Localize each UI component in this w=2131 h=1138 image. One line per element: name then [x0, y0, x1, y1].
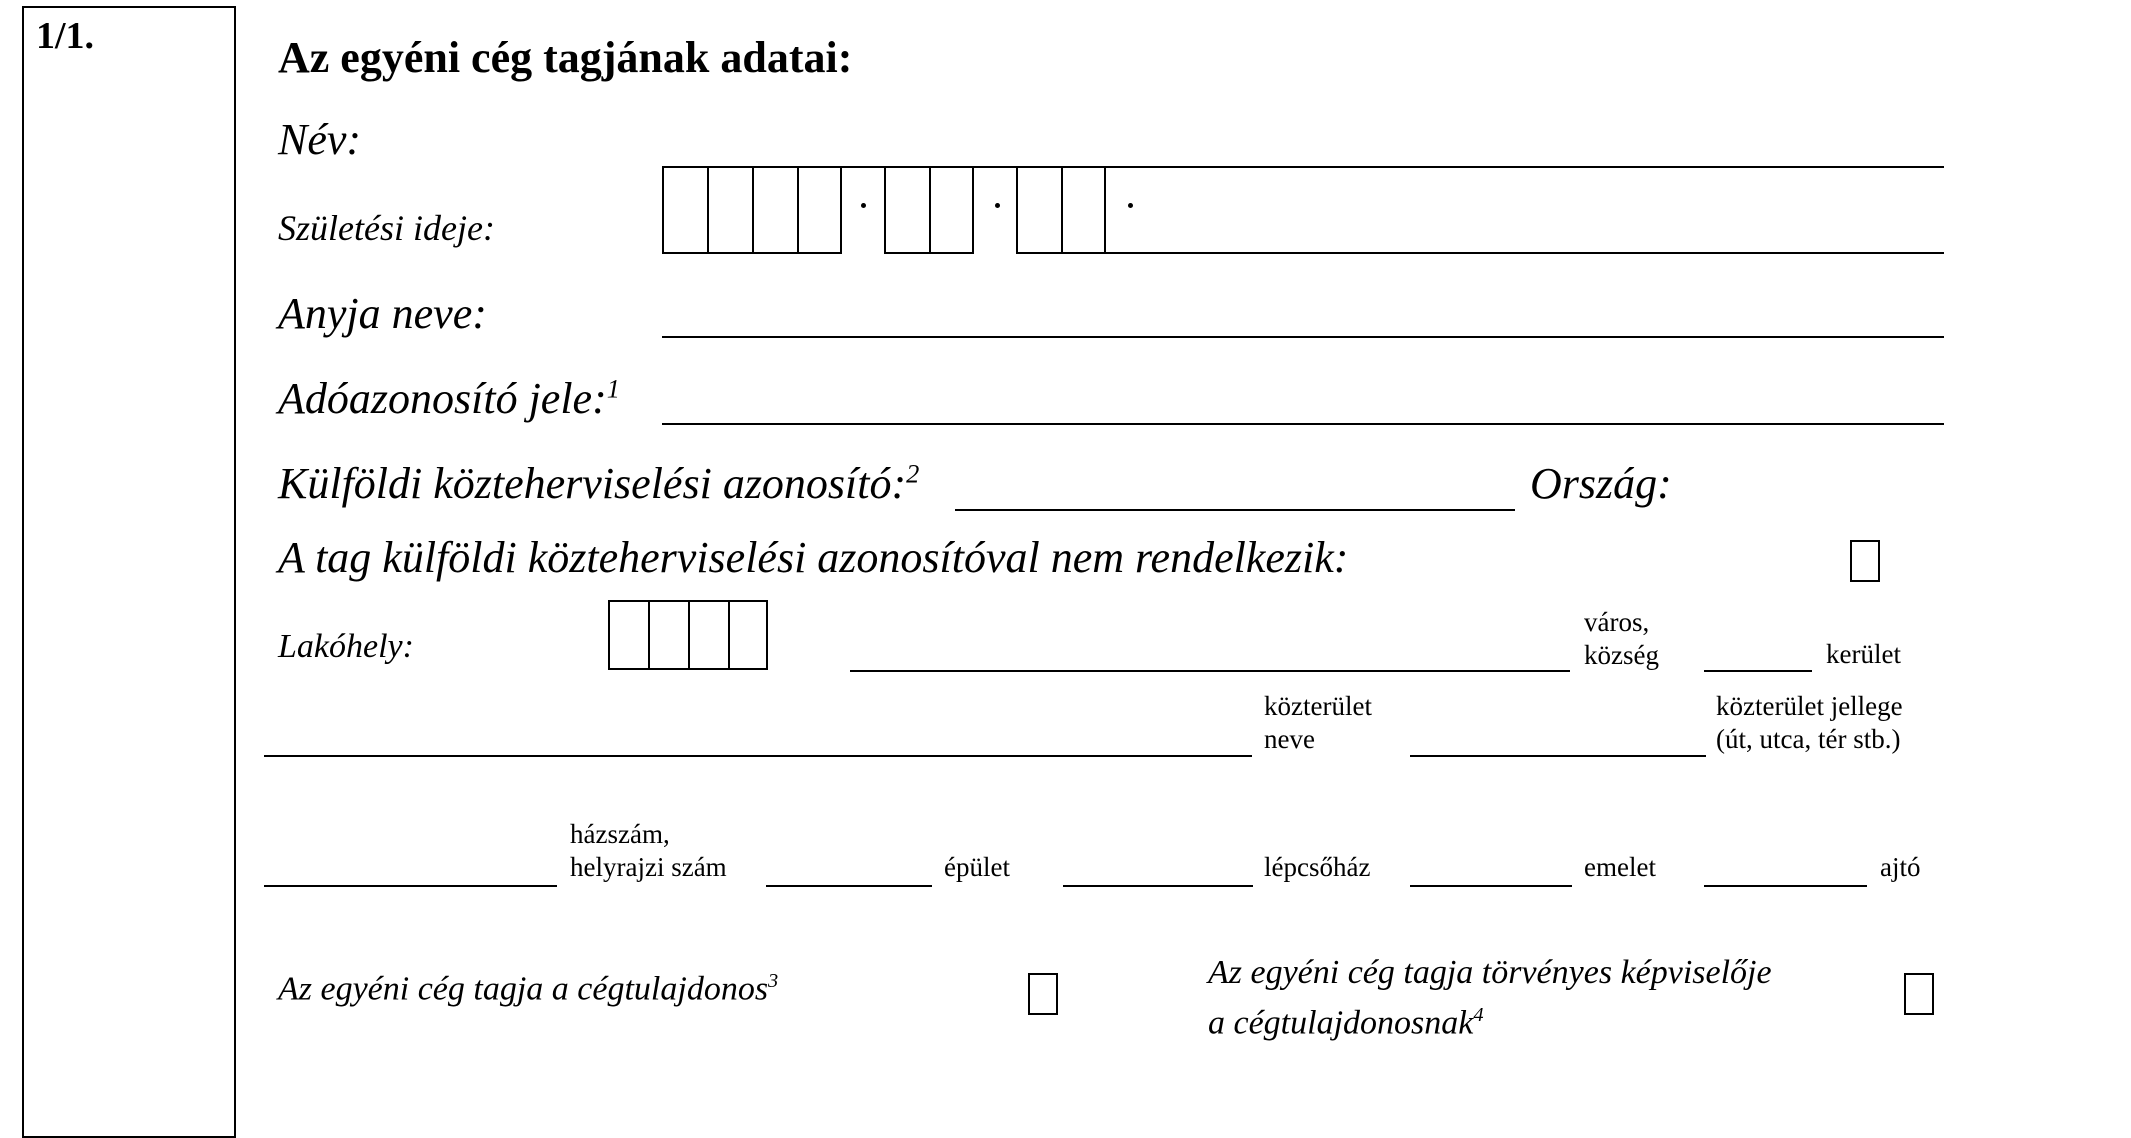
- name-line[interactable]: [662, 166, 1944, 168]
- tax-id-line[interactable]: [662, 423, 1944, 425]
- birth-year-cells[interactable]: [662, 166, 842, 254]
- name-label: Név:: [278, 115, 362, 164]
- door-caption: ajtó: [1880, 852, 1921, 882]
- floor-caption: emelet: [1584, 852, 1656, 882]
- no-foreign-tax-id-checkbox[interactable]: [1850, 540, 1880, 582]
- owner-option-label: Az egyéni cég tagja a cégtulajdonos$^3$: [278, 970, 779, 1008]
- birth-date-label: Születési ideje:: [278, 208, 495, 248]
- birth-date-line: [1106, 252, 1944, 254]
- representative-option-checkbox[interactable]: [1904, 973, 1934, 1015]
- date-dot-1: [861, 203, 866, 208]
- street-name-caption: közterület neve: [1264, 691, 1372, 754]
- city-line[interactable]: [850, 670, 1570, 672]
- street-type-line[interactable]: [1410, 755, 1706, 757]
- foreign-tax-id-line[interactable]: [955, 509, 1515, 511]
- mother-name-label: Anyja neve:: [278, 289, 487, 338]
- floor-line[interactable]: [1410, 885, 1572, 887]
- street-name-line[interactable]: [264, 755, 1252, 757]
- date-dot-2: [995, 203, 1000, 208]
- date-dot-3: [1128, 203, 1133, 208]
- birth-month-cells[interactable]: [884, 166, 974, 254]
- section-number: 1/1.: [36, 15, 95, 57]
- house-number-caption: házszám, helyrajzi szám: [570, 819, 727, 882]
- owner-option-checkbox[interactable]: [1028, 973, 1058, 1015]
- page-title: Az egyéni cég tagjának adatai:: [278, 33, 853, 82]
- building-caption: épület: [944, 852, 1010, 882]
- house-number-line[interactable]: [264, 885, 557, 887]
- no-foreign-tax-id-label: A tag külföldi közteherviselési azonosítóval nem rendelkezik:: [278, 533, 1349, 582]
- building-line[interactable]: [766, 885, 932, 887]
- foreign-tax-id-label: Külföldi közteherviselési azonosító:$^2$: [278, 458, 920, 508]
- tax-id-label: Adóazonosító jele:$^1$: [278, 373, 620, 423]
- residence-label: Lakóhely:: [278, 628, 414, 665]
- district-line[interactable]: [1704, 670, 1812, 672]
- staircase-line[interactable]: [1063, 885, 1253, 887]
- door-line[interactable]: [1704, 885, 1867, 887]
- country-label: Ország:: [1530, 459, 1672, 508]
- section-number-column: [22, 6, 236, 1138]
- birth-day-cells[interactable]: [1016, 166, 1106, 254]
- city-caption: város, község: [1584, 607, 1659, 670]
- district-caption: kerület: [1826, 639, 1901, 669]
- staircase-caption: lépcsőház: [1264, 852, 1371, 882]
- postcode-cells[interactable]: [608, 600, 768, 670]
- mother-name-line[interactable]: [662, 336, 1944, 338]
- representative-option-label: Az egyéni cég tagja törvényes képviselője a cégtulajdonosnak$^4$: [1208, 954, 1772, 1042]
- street-type-caption: közterület jellege (út, utca, tér stb.): [1716, 691, 1903, 754]
